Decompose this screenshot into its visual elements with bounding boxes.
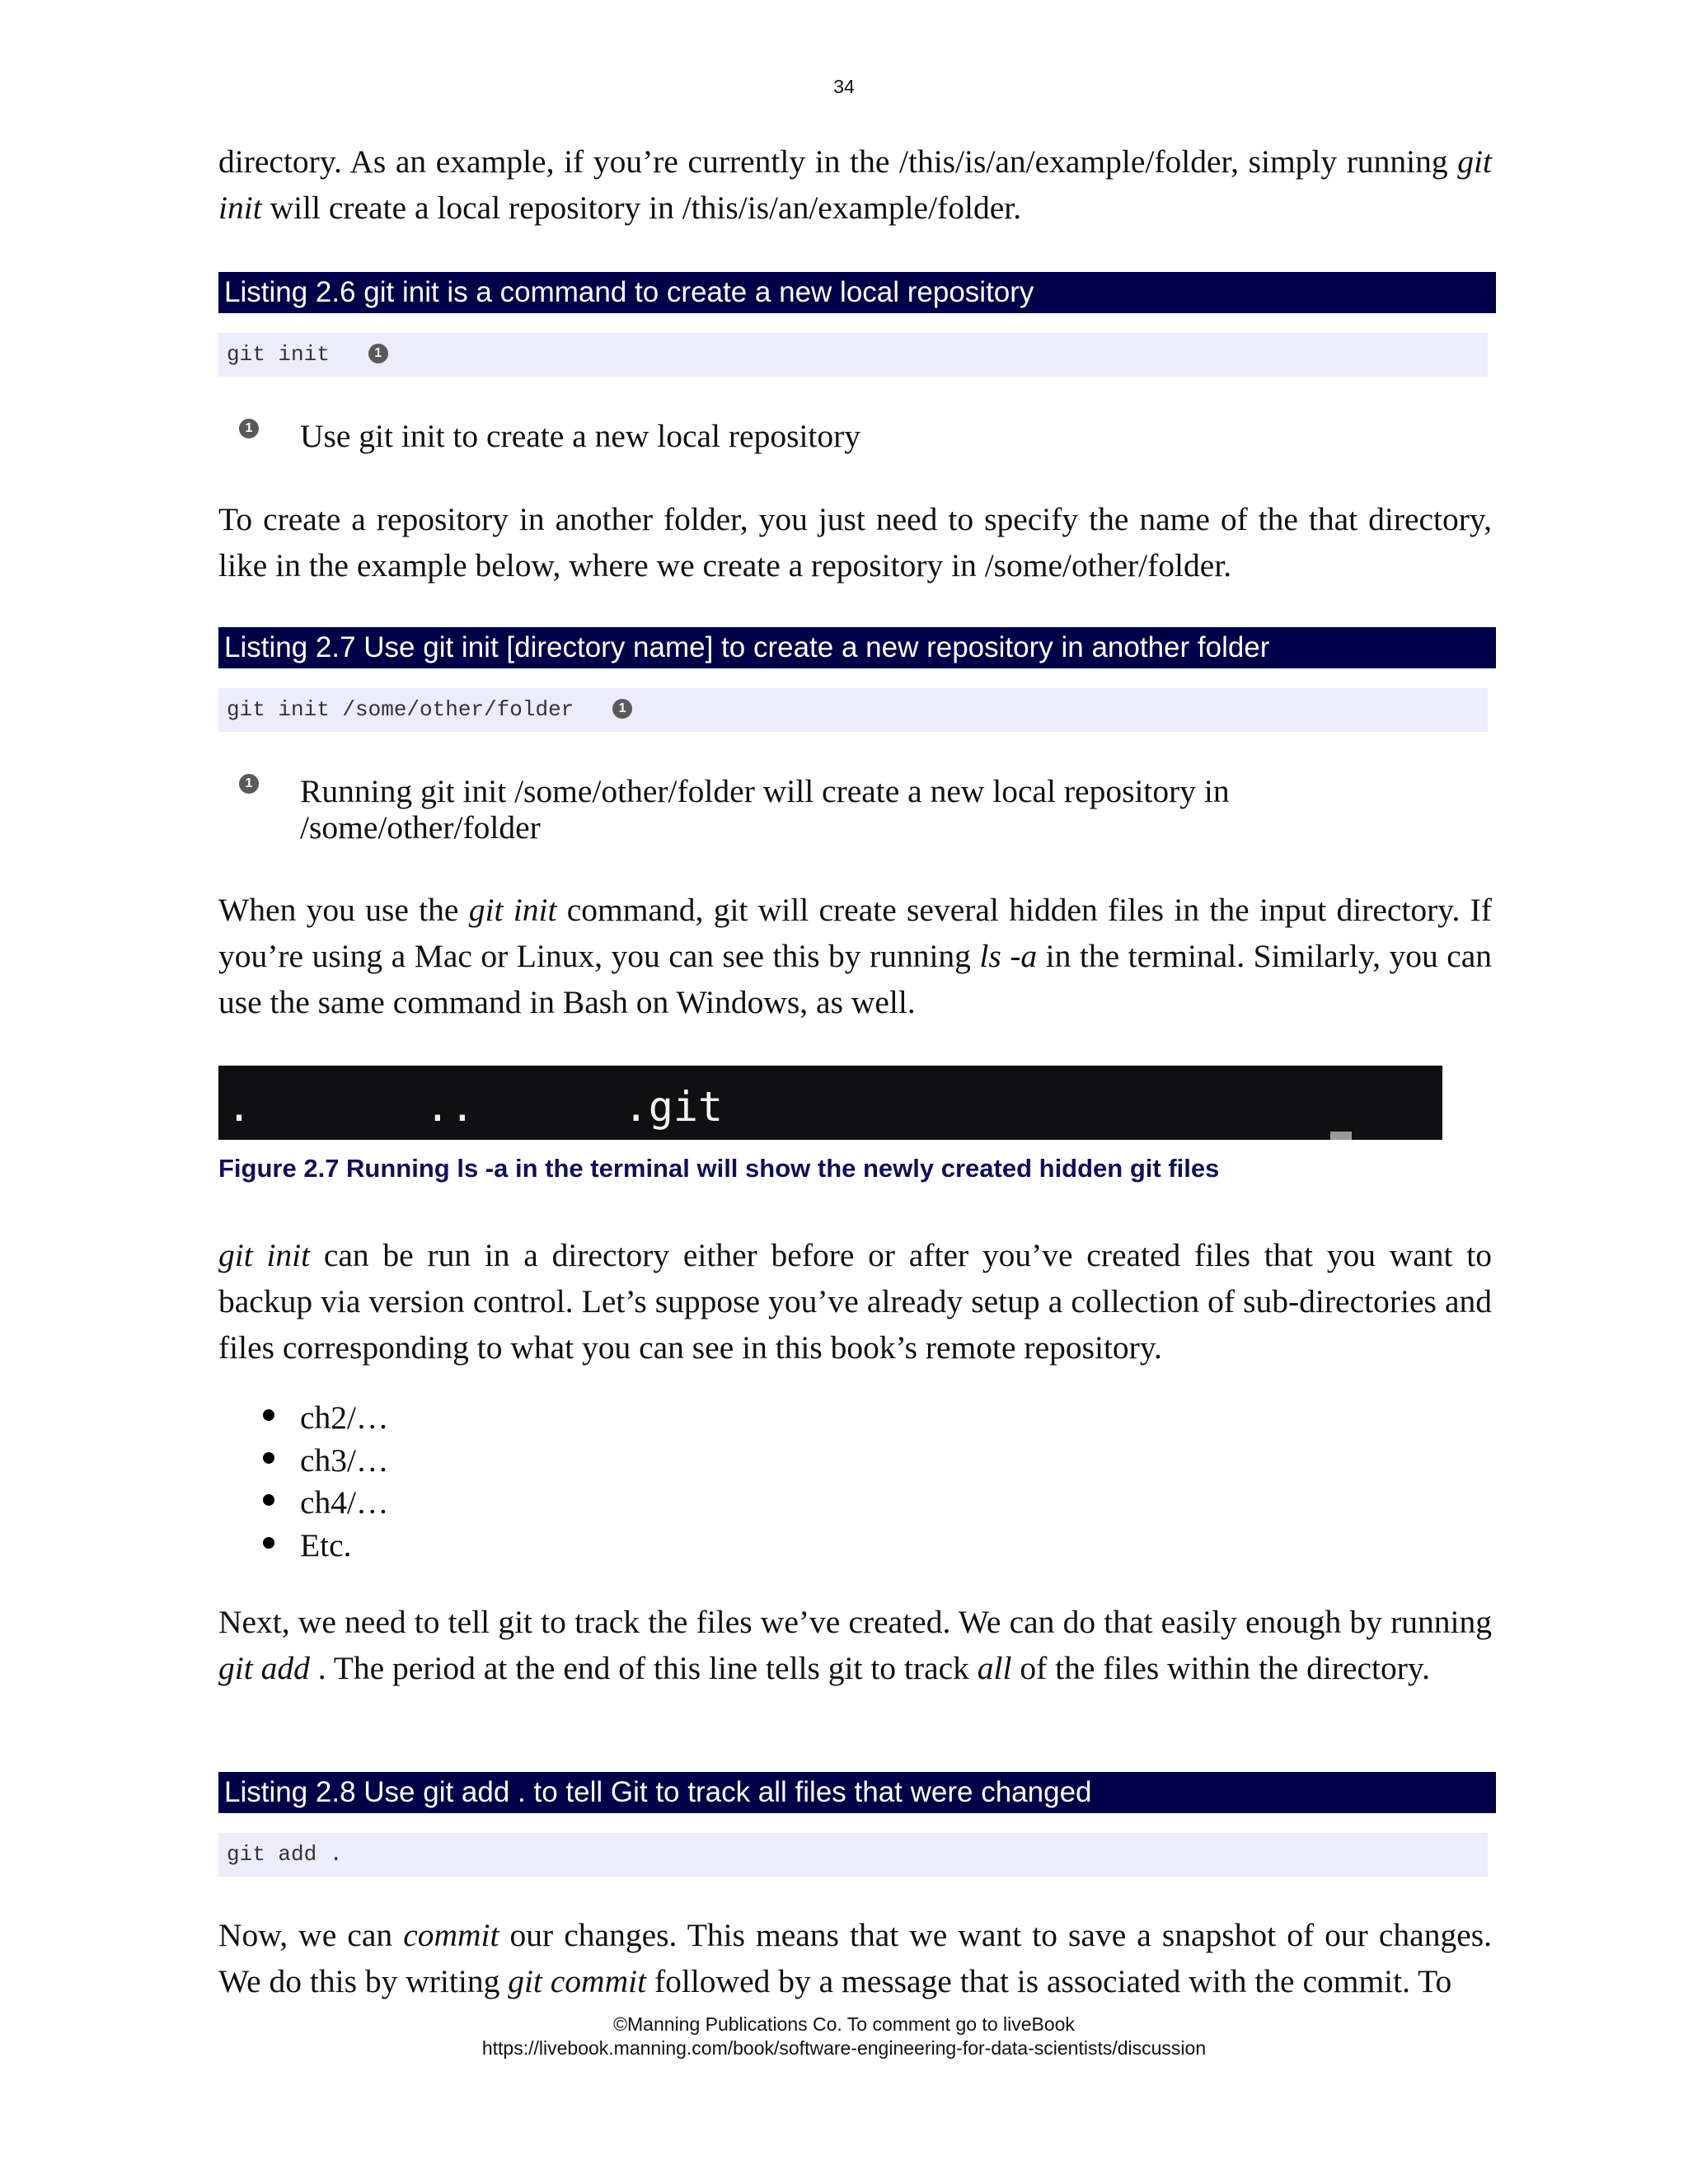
list-item-text: ch2/…	[300, 1399, 389, 1436]
bullet-icon	[263, 1409, 274, 1421]
callout-marker-icon: 1	[239, 774, 259, 794]
callout-marker-icon: 1	[239, 419, 259, 438]
code-block	[218, 1833, 1488, 1877]
paragraph-text: can be run in a directory either before or after you’ve created files that you want to backup via version control. Let’s suppose you’ve already setup a collection of sub-directories and files corresponding to what you can see in this book’s remote repository.	[218, 1237, 1492, 1366]
code-text: git add .	[227, 1842, 343, 1867]
figure-caption: Figure 2.7 Running ls -a in the terminal will show the newly created hidden git files	[218, 1154, 1220, 1183]
paragraph-text: in the terminal. Similarly, you can use the same command in Bash on Windows, as well.	[218, 938, 1493, 1020]
code-text: git init	[227, 342, 330, 367]
inline-code-emphasis: commit	[403, 1917, 499, 1953]
paragraph-text: When you use the	[218, 892, 469, 928]
inline-code-emphasis: all	[977, 1650, 1012, 1686]
list-item	[218, 1397, 389, 1440]
paragraph-text: Now, we can	[218, 1917, 404, 1953]
list-item	[218, 1440, 389, 1483]
paragraph-text: followed by a message that is associated with the commit. To	[646, 1963, 1452, 1999]
list-item	[218, 1525, 389, 1568]
bullet-icon	[263, 1452, 274, 1464]
list-item	[218, 1482, 389, 1525]
annotation-line: Running git init /some/other/folder will create a new local repository in	[300, 773, 1230, 809]
inline-code-emphasis: git init	[218, 143, 1492, 226]
footer-link[interactable]: https://livebook.manning.com/book/software-engineering-for-data-scientists/discussion	[481, 2037, 1207, 2059]
listing-title: Listing 2.6 git init is a command to create a new local repository	[218, 272, 1496, 313]
paragraph-text: will create a local repository in /this/is/an/example/folder.	[261, 190, 1022, 226]
paragraph-text: command, git will create several hidden files in the input directory. If you’re using a Mac or Linux, you can see this by running	[218, 892, 1492, 974]
paragraph	[218, 1232, 1492, 1371]
list-item-text: ch3/…	[300, 1441, 389, 1479]
paragraph-text: of the files within the directory.	[1011, 1650, 1430, 1686]
footer-copyright: ©Manning Publications Co. To comment go to liveBook	[613, 2013, 1075, 2035]
paragraph	[218, 1912, 1492, 2004]
annotation-line: /some/other/folder	[300, 809, 541, 846]
bullet-icon	[263, 1537, 274, 1549]
paragraph-text: . The period at the end of this line tells git to track	[309, 1650, 978, 1686]
paragraph	[218, 496, 1492, 588]
paragraph-text: To create a repository in another folder, you just need to specify the name of the that directory, like in the example below, where we create a repository in /some/other/folder.	[218, 501, 1492, 583]
list-item-text: ch4/…	[300, 1484, 389, 1521]
page-number: 34	[833, 76, 855, 97]
paragraph	[218, 1599, 1492, 1691]
list-item-text: Etc.	[300, 1526, 352, 1563]
listing-title: Listing 2.8 Use git add . to tell Git to track all files that were changed	[218, 1772, 1496, 1813]
paragraph-text: directory. As an example, if you’re currently in the /this/is/an/example/folder, simply running	[218, 143, 1458, 180]
paragraph-text: Next, we need to tell git to track the files we’ve created. We can do that easily enough by running	[218, 1604, 1492, 1640]
code-text: git init /some/other/folder	[227, 697, 574, 722]
inline-code-emphasis: ls -a	[979, 938, 1038, 974]
inline-code-emphasis: git init	[468, 892, 557, 928]
terminal-cropped-line	[218, 1066, 1442, 1067]
terminal-output: . .. .git	[227, 1083, 724, 1131]
listing-title: Listing 2.7 Use git init [directory name] to create a new repository in another folder	[218, 627, 1496, 668]
annotation-text: Use git init to create a new local repository	[300, 418, 861, 454]
inline-code-emphasis: git commit	[508, 1963, 647, 1999]
annotation-text	[300, 773, 1372, 846]
paragraph	[218, 887, 1492, 1025]
code-block	[218, 333, 1488, 377]
code-block	[218, 688, 1488, 732]
bullet-icon	[263, 1494, 274, 1506]
paragraph	[218, 138, 1492, 231]
bullet-list	[218, 1397, 389, 1567]
terminal-cursor	[1330, 1132, 1352, 1140]
inline-code-emphasis: git init	[218, 1237, 311, 1273]
callout-marker-icon: 1	[368, 344, 388, 363]
callout-marker-icon: 1	[612, 699, 632, 719]
terminal-screenshot	[218, 1066, 1442, 1140]
inline-code-emphasis: git add	[218, 1650, 310, 1686]
paragraph-text: our changes. This means that we want to save a snapshot of our changes. We do this by writing	[218, 1917, 1492, 1999]
